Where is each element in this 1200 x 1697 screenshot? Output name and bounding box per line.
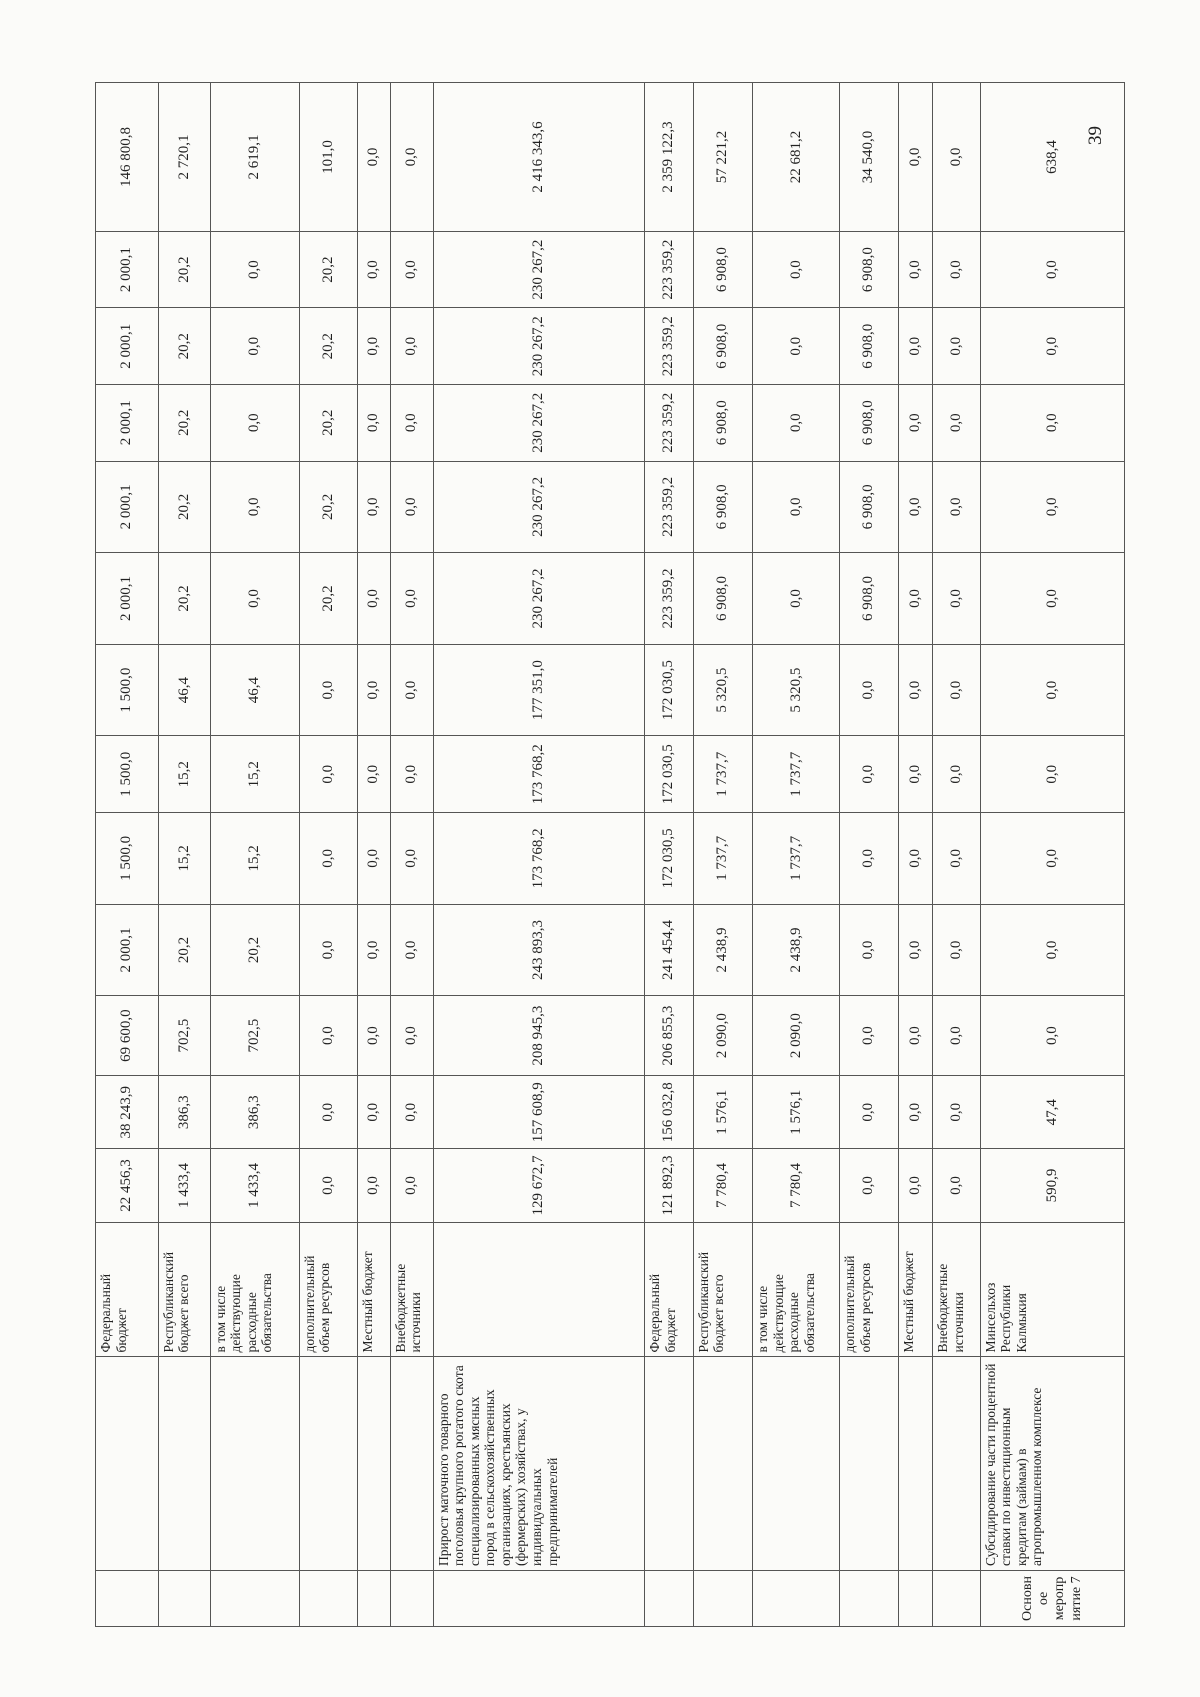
- value-cell: 2 090,0: [693, 996, 753, 1076]
- total-value-cell: 2 416 343,6: [433, 83, 644, 232]
- table-row: [390, 83, 433, 1627]
- funding-source-cell: Федеральный бюджет: [96, 1222, 159, 1357]
- value-cell: 0,0: [980, 736, 1124, 813]
- value-cell: 1 433,4: [210, 1149, 299, 1222]
- table-row: [898, 83, 933, 1627]
- value-cell: 0,0: [933, 384, 981, 461]
- value-cell: 20,2: [158, 384, 210, 461]
- value-cell: 0,0: [753, 461, 840, 553]
- activity-number-cell: [645, 1570, 694, 1626]
- value-cell: 0,0: [840, 904, 898, 996]
- funding-source-cell: дополнительный объем ресурсов: [299, 1222, 357, 1357]
- value-cell: 69 600,0: [96, 996, 159, 1076]
- value-cell: 0,0: [840, 813, 898, 905]
- value-cell: 20,2: [299, 461, 357, 553]
- value-cell: 0,0: [933, 553, 981, 645]
- table-row: [158, 83, 210, 1627]
- table-row: [753, 83, 840, 1627]
- value-cell: 0,0: [358, 1076, 390, 1149]
- value-cell: 2 090,0: [753, 996, 840, 1076]
- value-cell: 0,0: [898, 904, 933, 996]
- value-cell: 223 359,2: [645, 231, 694, 308]
- value-cell: 121 892,3: [645, 1149, 694, 1222]
- total-value-cell: 0,0: [358, 83, 390, 232]
- value-cell: 0,0: [980, 996, 1124, 1076]
- value-cell: 0,0: [299, 736, 357, 813]
- activity-number-cell: [390, 1570, 433, 1626]
- value-cell: 0,0: [210, 231, 299, 308]
- funding-source-cell: Республиканский бюджет всего: [158, 1222, 210, 1357]
- value-cell: 46,4: [210, 644, 299, 736]
- value-cell: 38 243,9: [96, 1076, 159, 1149]
- value-cell: 5 320,5: [693, 644, 753, 736]
- value-cell: 0,0: [898, 996, 933, 1076]
- value-cell: 157 608,9: [433, 1076, 644, 1149]
- total-value-cell: 146 800,8: [96, 83, 159, 232]
- value-cell: 0,0: [980, 904, 1124, 996]
- value-cell: 243 893,3: [433, 904, 644, 996]
- activity-number-cell: [898, 1570, 933, 1626]
- value-cell: 0,0: [390, 736, 433, 813]
- activity-name-cell: [390, 1357, 433, 1570]
- rotated-table-container: [95, 82, 1125, 1627]
- value-cell: 0,0: [933, 736, 981, 813]
- funding-source-cell: Федеральный бюджет: [645, 1222, 694, 1357]
- value-cell: 2 000,1: [96, 384, 159, 461]
- value-cell: 0,0: [358, 384, 390, 461]
- value-cell: 0,0: [933, 813, 981, 905]
- table-row: [358, 83, 390, 1627]
- value-cell: 0,0: [933, 1076, 981, 1149]
- value-cell: 15,2: [210, 736, 299, 813]
- value-cell: 0,0: [753, 308, 840, 385]
- value-cell: 6 908,0: [693, 553, 753, 645]
- value-cell: 20,2: [158, 553, 210, 645]
- value-cell: 0,0: [980, 308, 1124, 385]
- value-cell: 0,0: [980, 553, 1124, 645]
- value-cell: 0,0: [299, 1149, 357, 1222]
- value-cell: 0,0: [898, 736, 933, 813]
- funding-source-cell: в том числе действующие расходные обязательства: [753, 1222, 840, 1357]
- value-cell: 230 267,2: [433, 553, 644, 645]
- value-cell: 702,5: [210, 996, 299, 1076]
- funding-source-cell: Местный бюджет: [898, 1222, 933, 1357]
- value-cell: 0,0: [840, 1149, 898, 1222]
- funding-source-cell: Местный бюджет: [358, 1222, 390, 1357]
- value-cell: 386,3: [210, 1076, 299, 1149]
- value-cell: 0,0: [299, 813, 357, 905]
- value-cell: 0,0: [390, 996, 433, 1076]
- activity-number-cell: [210, 1570, 299, 1626]
- total-value-cell: 2 359 122,3: [645, 83, 694, 232]
- value-cell: 20,2: [158, 461, 210, 553]
- value-cell: 0,0: [980, 813, 1124, 905]
- value-cell: 20,2: [299, 231, 357, 308]
- total-value-cell: 0,0: [933, 83, 981, 232]
- value-cell: 223 359,2: [645, 553, 694, 645]
- value-cell: 223 359,2: [645, 384, 694, 461]
- budget-table: [95, 82, 1125, 1627]
- value-cell: 0,0: [753, 553, 840, 645]
- activity-name-cell: [753, 1357, 840, 1570]
- value-cell: 0,0: [299, 1076, 357, 1149]
- value-cell: 0,0: [390, 1076, 433, 1149]
- value-cell: 1 433,4: [158, 1149, 210, 1222]
- value-cell: 0,0: [358, 308, 390, 385]
- funding-source-cell: дополнительный объем ресурсов: [840, 1222, 898, 1357]
- value-cell: 1 576,1: [753, 1076, 840, 1149]
- value-cell: 0,0: [933, 308, 981, 385]
- activity-name-cell: [933, 1357, 981, 1570]
- value-cell: 0,0: [390, 1149, 433, 1222]
- value-cell: 0,0: [898, 644, 933, 736]
- value-cell: 0,0: [210, 384, 299, 461]
- value-cell: 47,4: [980, 1076, 1124, 1149]
- value-cell: 223 359,2: [645, 461, 694, 553]
- activity-name-cell: [299, 1357, 357, 1570]
- value-cell: 1 500,0: [96, 813, 159, 905]
- page-number: 39: [1085, 126, 1106, 145]
- value-cell: 0,0: [898, 231, 933, 308]
- value-cell: 20,2: [158, 308, 210, 385]
- value-cell: 590,9: [980, 1149, 1124, 1222]
- value-cell: 20,2: [158, 231, 210, 308]
- value-cell: 0,0: [898, 1149, 933, 1222]
- total-value-cell: 0,0: [390, 83, 433, 232]
- table-row: [210, 83, 299, 1627]
- table-row: [645, 83, 694, 1627]
- value-cell: 0,0: [933, 231, 981, 308]
- value-cell: 20,2: [299, 384, 357, 461]
- activity-number-cell: [693, 1570, 753, 1626]
- value-cell: 2 000,1: [96, 461, 159, 553]
- value-cell: 0,0: [898, 1076, 933, 1149]
- activity-name-cell: [358, 1357, 390, 1570]
- value-cell: 0,0: [840, 996, 898, 1076]
- funding-source-cell: Внебюджетные источники: [933, 1222, 981, 1357]
- activity-number-cell: [933, 1570, 981, 1626]
- value-cell: 0,0: [898, 461, 933, 553]
- value-cell: 0,0: [980, 644, 1124, 736]
- total-value-cell: 34 540,0: [840, 83, 898, 232]
- value-cell: 0,0: [933, 904, 981, 996]
- value-cell: 6 908,0: [840, 461, 898, 553]
- total-value-cell: 22 681,2: [753, 83, 840, 232]
- value-cell: 0,0: [898, 553, 933, 645]
- activity-number-cell: [433, 1570, 644, 1626]
- value-cell: 1 737,7: [753, 736, 840, 813]
- value-cell: 0,0: [980, 231, 1124, 308]
- value-cell: 20,2: [210, 904, 299, 996]
- activity-number-cell: [358, 1570, 390, 1626]
- value-cell: 0,0: [933, 644, 981, 736]
- value-cell: 0,0: [898, 384, 933, 461]
- value-cell: 0,0: [299, 996, 357, 1076]
- value-cell: 0,0: [358, 1149, 390, 1222]
- value-cell: 0,0: [390, 461, 433, 553]
- value-cell: 20,2: [158, 904, 210, 996]
- value-cell: 20,2: [299, 553, 357, 645]
- activity-name-cell: [840, 1357, 898, 1570]
- value-cell: 5 320,5: [753, 644, 840, 736]
- funding-source-cell: Внебюджетные источники: [390, 1222, 433, 1357]
- value-cell: 172 030,5: [645, 813, 694, 905]
- value-cell: 0,0: [358, 553, 390, 645]
- value-cell: 2 000,1: [96, 231, 159, 308]
- value-cell: 0,0: [299, 644, 357, 736]
- value-cell: 2 000,1: [96, 553, 159, 645]
- funding-source-cell: Минсельхоз Республики Калмыкия: [980, 1222, 1124, 1357]
- value-cell: 0,0: [390, 384, 433, 461]
- value-cell: 1 737,7: [693, 813, 753, 905]
- value-cell: 6 908,0: [693, 461, 753, 553]
- value-cell: 0,0: [358, 461, 390, 553]
- value-cell: 206 855,3: [645, 996, 694, 1076]
- activity-name-cell: [898, 1357, 933, 1570]
- funding-source-cell: [433, 1222, 644, 1357]
- value-cell: 0,0: [840, 644, 898, 736]
- value-cell: 6 908,0: [840, 384, 898, 461]
- value-cell: 0,0: [840, 736, 898, 813]
- value-cell: 20,2: [299, 308, 357, 385]
- value-cell: 1 737,7: [753, 813, 840, 905]
- total-value-cell: 0,0: [898, 83, 933, 232]
- activity-number-cell: [753, 1570, 840, 1626]
- value-cell: 15,2: [158, 813, 210, 905]
- value-cell: 0,0: [210, 461, 299, 553]
- funding-source-cell: Республиканский бюджет всего: [693, 1222, 753, 1357]
- value-cell: 0,0: [898, 813, 933, 905]
- value-cell: 172 030,5: [645, 644, 694, 736]
- value-cell: 6 908,0: [693, 308, 753, 385]
- total-value-cell: 101,0: [299, 83, 357, 232]
- total-value-cell: 2 720,1: [158, 83, 210, 232]
- table-row: [96, 83, 159, 1627]
- funding-source-cell: в том числе действующие расходные обязательства: [210, 1222, 299, 1357]
- table-row: [840, 83, 898, 1627]
- value-cell: 6 908,0: [693, 231, 753, 308]
- value-cell: 6 908,0: [693, 384, 753, 461]
- value-cell: 0,0: [840, 1076, 898, 1149]
- value-cell: 241 454,4: [645, 904, 694, 996]
- activity-number-cell: [840, 1570, 898, 1626]
- value-cell: 2 438,9: [753, 904, 840, 996]
- value-cell: 1 576,1: [693, 1076, 753, 1149]
- value-cell: 223 359,2: [645, 308, 694, 385]
- value-cell: 0,0: [358, 231, 390, 308]
- value-cell: 7 780,4: [693, 1149, 753, 1222]
- activity-name-cell: [693, 1357, 753, 1570]
- value-cell: 0,0: [390, 231, 433, 308]
- activity-number-cell: [96, 1570, 159, 1626]
- value-cell: 156 032,8: [645, 1076, 694, 1149]
- value-cell: 15,2: [210, 813, 299, 905]
- activity-number-cell: Основное мероприятие 7: [980, 1570, 1124, 1626]
- table-row: [933, 83, 981, 1627]
- value-cell: 230 267,2: [433, 461, 644, 553]
- activity-name-cell: Субсидирование части процентной ставки по инвестиционным кредитам (займам) в агропромышленном комплексе: [980, 1357, 1124, 1570]
- value-cell: 0,0: [753, 231, 840, 308]
- value-cell: 0,0: [210, 553, 299, 645]
- value-cell: 172 030,5: [645, 736, 694, 813]
- value-cell: 1 500,0: [96, 736, 159, 813]
- activity-number-cell: [299, 1570, 357, 1626]
- table-row: [433, 83, 644, 1627]
- value-cell: 6 908,0: [840, 553, 898, 645]
- value-cell: 0,0: [898, 308, 933, 385]
- value-cell: 1 500,0: [96, 644, 159, 736]
- value-cell: 0,0: [933, 461, 981, 553]
- value-cell: 208 945,3: [433, 996, 644, 1076]
- activity-name-cell: Прирост маточного товарного поголовья крупного рогатого скота специализированных мясных пород в сельскохозяйственных организациях, крестьянских (фермерских) хозяйствах, у индивидуальных предпринимателей: [433, 1357, 644, 1570]
- total-value-cell: 638,4: [980, 83, 1124, 232]
- value-cell: 1 737,7: [693, 736, 753, 813]
- value-cell: 0,0: [980, 461, 1124, 553]
- value-cell: 230 267,2: [433, 384, 644, 461]
- value-cell: 2 000,1: [96, 308, 159, 385]
- value-cell: 0,0: [390, 308, 433, 385]
- value-cell: 0,0: [210, 308, 299, 385]
- activity-name-cell: [96, 1357, 159, 1570]
- value-cell: 0,0: [933, 1149, 981, 1222]
- table-row: [693, 83, 753, 1627]
- value-cell: 173 768,2: [433, 736, 644, 813]
- table-row: [299, 83, 357, 1627]
- value-cell: 0,0: [358, 736, 390, 813]
- value-cell: 129 672,7: [433, 1149, 644, 1222]
- activity-name-cell: [645, 1357, 694, 1570]
- value-cell: 0,0: [299, 904, 357, 996]
- activity-name-cell: [210, 1357, 299, 1570]
- value-cell: 7 780,4: [753, 1149, 840, 1222]
- value-cell: 230 267,2: [433, 231, 644, 308]
- value-cell: 0,0: [390, 904, 433, 996]
- value-cell: 0,0: [358, 813, 390, 905]
- value-cell: 0,0: [358, 904, 390, 996]
- value-cell: 0,0: [753, 384, 840, 461]
- value-cell: 177 351,0: [433, 644, 644, 736]
- value-cell: 0,0: [390, 644, 433, 736]
- value-cell: 6 908,0: [840, 231, 898, 308]
- value-cell: 0,0: [980, 384, 1124, 461]
- value-cell: 0,0: [390, 553, 433, 645]
- total-value-cell: 57 221,2: [693, 83, 753, 232]
- value-cell: 702,5: [158, 996, 210, 1076]
- value-cell: 22 456,3: [96, 1149, 159, 1222]
- value-cell: 0,0: [933, 996, 981, 1076]
- value-cell: 230 267,2: [433, 308, 644, 385]
- value-cell: 173 768,2: [433, 813, 644, 905]
- value-cell: 2 000,1: [96, 904, 159, 996]
- value-cell: 0,0: [358, 996, 390, 1076]
- value-cell: 6 908,0: [840, 308, 898, 385]
- total-value-cell: 2 619,1: [210, 83, 299, 232]
- value-cell: 46,4: [158, 644, 210, 736]
- value-cell: 0,0: [358, 644, 390, 736]
- table-row: [980, 83, 1124, 1627]
- activity-name-cell: [158, 1357, 210, 1570]
- table-body: [96, 83, 1125, 1627]
- value-cell: 386,3: [158, 1076, 210, 1149]
- value-cell: 2 438,9: [693, 904, 753, 996]
- value-cell: 15,2: [158, 736, 210, 813]
- activity-number-cell: [158, 1570, 210, 1626]
- value-cell: 0,0: [390, 813, 433, 905]
